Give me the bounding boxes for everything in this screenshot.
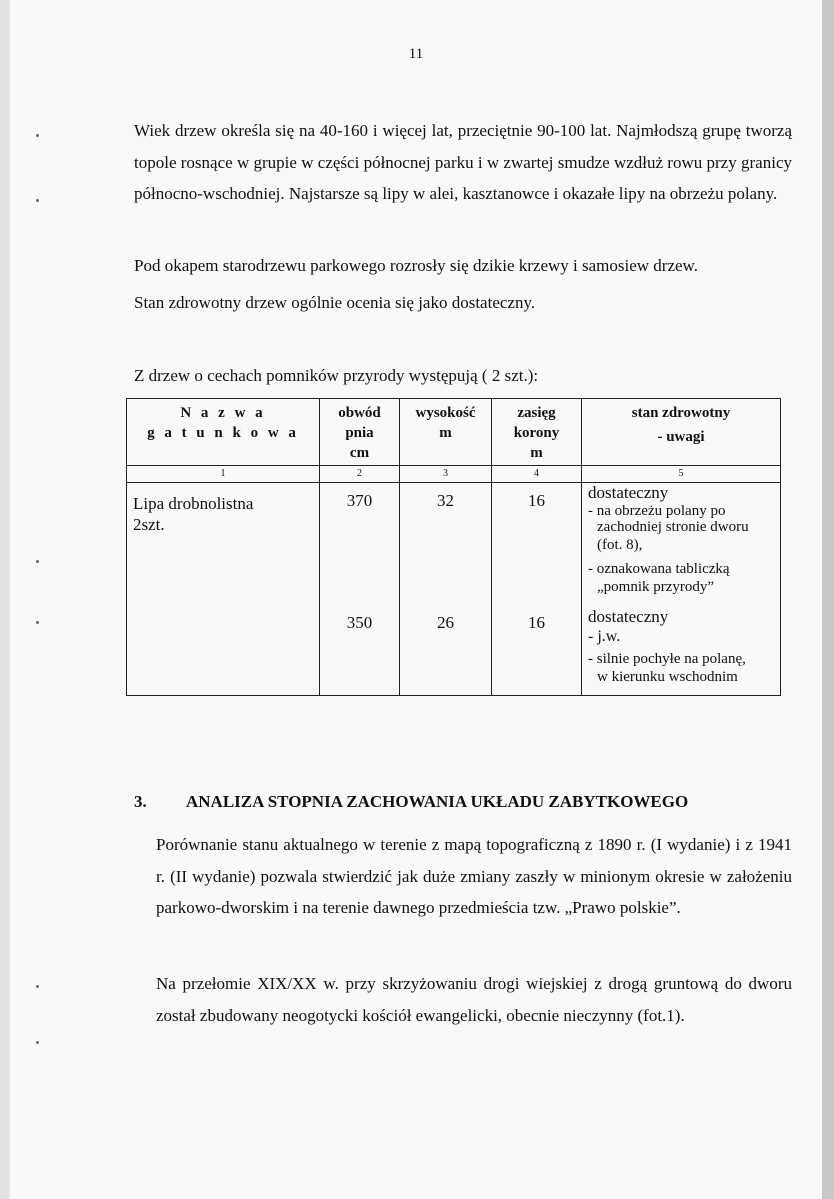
- table-row: [127, 483, 781, 696]
- paragraph-church: Na przełomie XIX/XX w. przy skrzyżowaniu drogi wiejskiej z drogą gruntową do dworu został zbudowany neogotycki kościół ewangelicki, obecnie nieczynny (fot.1).: [156, 974, 792, 1025]
- page-number: 11: [408, 46, 424, 62]
- tree2-height: 26: [437, 613, 454, 632]
- header-crown: [492, 399, 582, 466]
- scan-speck: [36, 134, 39, 137]
- header-crown-line2: korony: [513, 425, 560, 441]
- tree1-status: dostateczny: [588, 483, 669, 502]
- table-intro: Z drzew o cechach pomników przyrody występują ( 2 szt.):: [134, 366, 539, 385]
- tree1-circumference: 370: [346, 491, 373, 510]
- header-height-line1: wysokość: [415, 405, 476, 421]
- tree1-note-line: „pomnik przyrody”: [597, 579, 715, 595]
- header-circumference-unit: cm: [349, 445, 370, 461]
- column-number: 2: [320, 466, 400, 483]
- paragraph-map-comparison: Porównanie stanu aktualnego w terenie z mapą topograficzną z 1890 r. (I wydanie) i z 1941 r. (II wydanie) pozwala stwierdzić jak duże zmiany zaszły w minionym okresie w założeniu parkowo-dworskim i na terenie dawnego przedmieścia tzw. „Prawo polskie”.: [156, 835, 792, 917]
- crown-cell: [492, 483, 582, 696]
- paragraph-undergrowth: Pod okapem starodrzewu parkowego rozrosły się dzikie krzewy i samosiew drzew.: [134, 256, 698, 275]
- scan-speck: [36, 1041, 39, 1044]
- scan-speck: [36, 560, 39, 563]
- header-species-line1: N a z w a: [180, 405, 266, 421]
- species-cell: [127, 483, 320, 696]
- header-circumference-line2: pnia: [345, 425, 374, 441]
- natural-monuments-table: [126, 398, 781, 696]
- health-cell: [582, 483, 781, 696]
- tree1-note-line: - na obrzeżu polany po: [588, 503, 726, 519]
- species-count: 2szt.: [133, 515, 165, 534]
- header-circumference: [320, 399, 400, 466]
- tree1-height: 32: [437, 491, 454, 510]
- header-species-line2: g a t u n k o w a: [147, 425, 299, 441]
- header-crown-unit: m: [530, 445, 543, 461]
- header-species-name: [127, 399, 320, 466]
- tree1-note-line: (fot. 8),: [597, 537, 643, 553]
- height-cell: [400, 483, 492, 696]
- tree1-crown: 16: [528, 491, 545, 510]
- paragraph-health-state: Stan zdrowotny drzew ogólnie ocenia się jako dostateczny.: [134, 293, 536, 312]
- tree2-note-line: w kierunku wschodnim: [597, 669, 738, 685]
- circumference-cell: [320, 483, 400, 696]
- tree2-note-line: - silnie pochyłe na polanę,: [588, 651, 746, 667]
- column-number: 3: [400, 466, 492, 483]
- header-health: [582, 399, 781, 466]
- tree1-note-line: zachodniej stronie dworu: [597, 519, 749, 535]
- column-number: 5: [582, 466, 781, 483]
- header-circumference-line1: obwód: [338, 405, 381, 421]
- tree1-note-line: - oznakowana tabliczką: [588, 561, 730, 577]
- header-crown-line1: zasięg: [517, 405, 556, 421]
- tree2-circumference: 350: [346, 613, 373, 632]
- header-health-line2: - uwagi: [657, 429, 705, 445]
- table-header-row: [127, 399, 781, 466]
- document-page: [10, 0, 822, 1199]
- header-height-unit: m: [439, 425, 452, 441]
- column-number: 1: [127, 466, 320, 483]
- tree2-note-line: - j.w.: [588, 628, 621, 645]
- scan-border: [822, 0, 834, 1199]
- scan-speck: [36, 621, 39, 624]
- scan-speck: [36, 985, 39, 988]
- tree2-status: dostateczny: [588, 607, 669, 626]
- section-title: ANALIZA STOPNIA ZACHOWANIA UKŁADU ZABYTKOWEGO: [186, 792, 689, 811]
- column-number: 4: [492, 466, 582, 483]
- tree2-crown: 16: [528, 613, 545, 632]
- paragraph-tree-age: Wiek drzew określa się na 40-160 i więcej lat, przeciętnie 90-100 lat. Najmłodszą grupę tworzą topole rosnące w grupie w części północnej parku i w zwartej smudze wzdłuż rowu przy granicy północno-wschodniej. Najstarsze są lipy w alei, kasztanowce i okazałe lipy na obrzeżu polany.: [134, 121, 792, 203]
- species-name: [133, 493, 253, 535]
- header-health-line1: stan zdrowotny: [631, 405, 731, 421]
- scan-speck: [36, 199, 39, 202]
- header-height: [400, 399, 492, 466]
- column-number-row: [127, 466, 781, 483]
- species-name-line1: Lipa drobnolistna: [133, 494, 254, 513]
- section-number: 3.: [134, 792, 147, 811]
